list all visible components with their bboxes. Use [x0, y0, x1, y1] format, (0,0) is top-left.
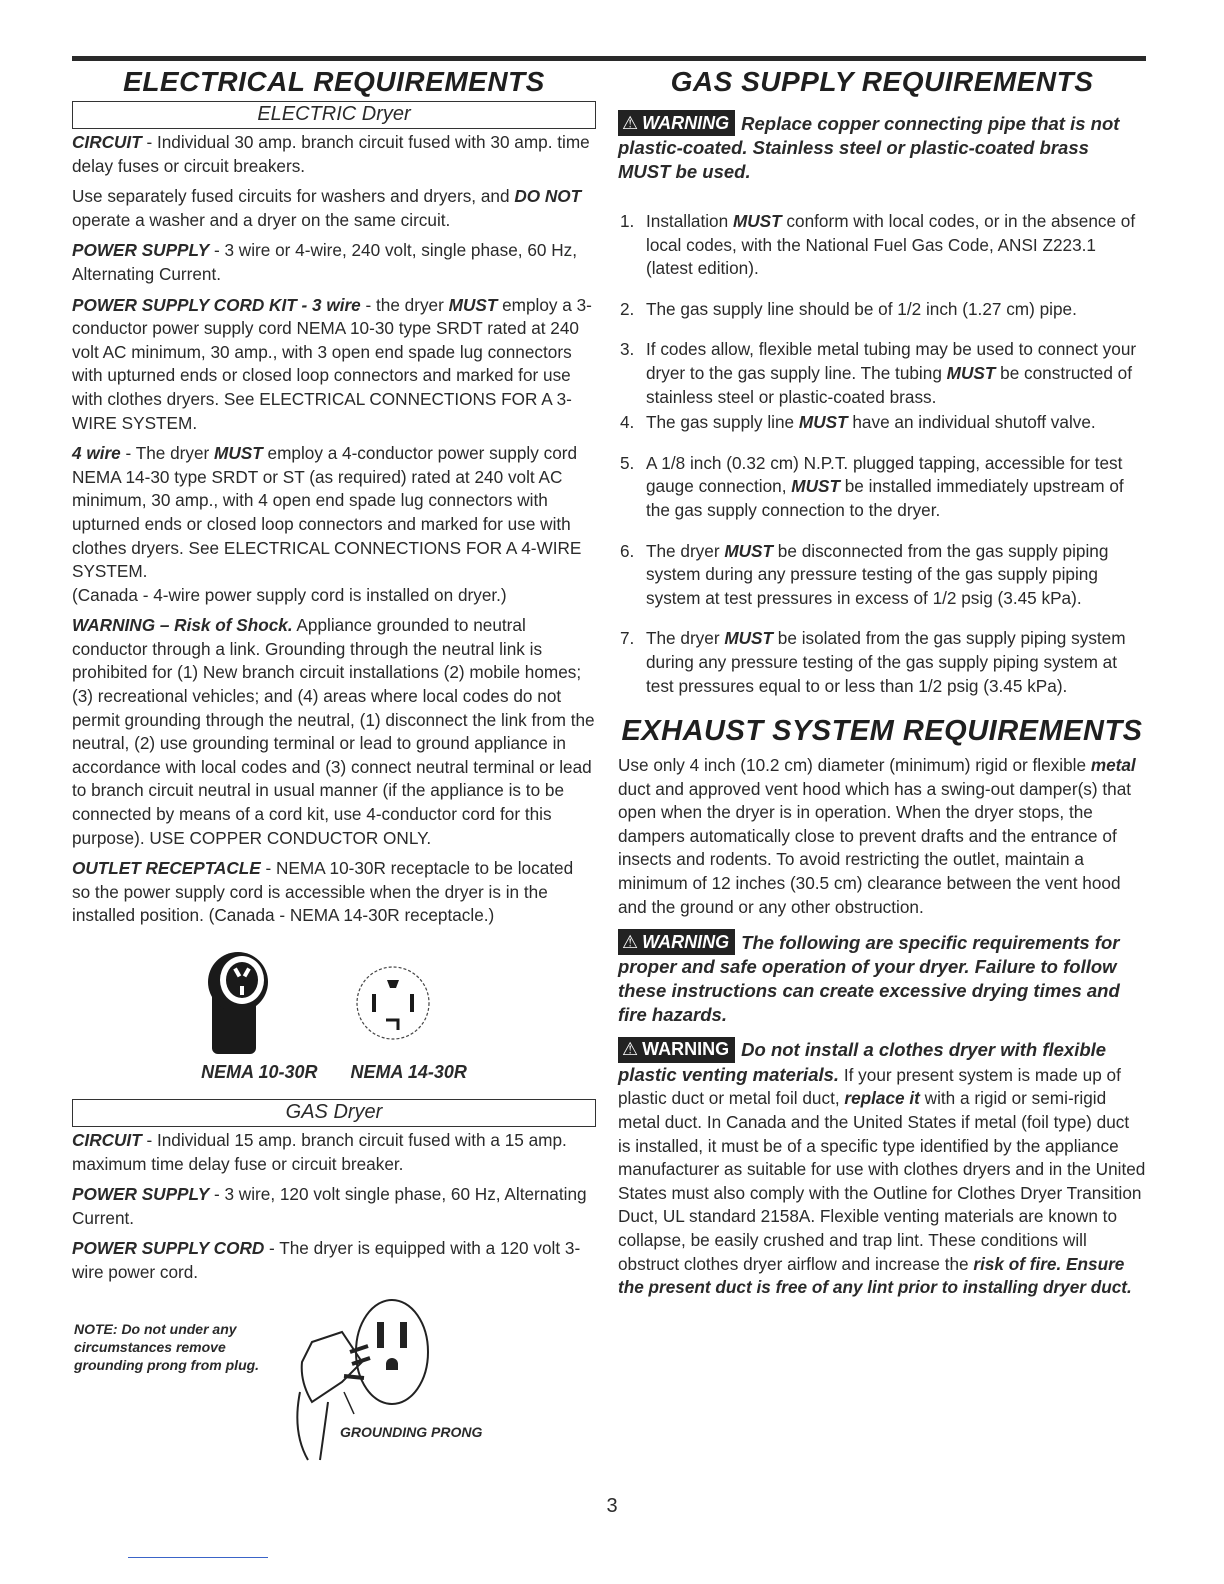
risk-of-shock-paragraph: WARNING – Risk of Shock. Appliance grounded to neutral conductor through a link. Grounding through the neutral link is prohibited for (1) New branch circuit installations (2) mobile homes; (3) recreational vehicles; and (4) areas where local codes do not permit grounding through the neutral, (1) disconnect the link from the neutral, (2) use grounding terminal or lead to ground appliance in accordance with local codes and (3) connect neutral terminal or lead to branch circuit neutral in usual manner (if the appliance is to be connected by means of a cord kit, use 4-conductor cord for this purpose). USE COPPER CONDUCTOR ONLY. [72, 615, 595, 848]
list-item: 4. The gas supply line MUST have an individual shutoff valve. [620, 412, 1096, 433]
list-item: 5. A 1/8 inch (0.32 cm) N.P.T. plugged tapping, accessible for test gauge connection, MUST be installed immediately upstream of the gas supply connection to the dryer. [620, 452, 1124, 520]
list-item: 7. The dryer MUST be isolated from the gas supply piping system during any pressure testing of the gas supply piping system at test pressures equal to or less than 1/2 psig (3.45 kPa). [620, 628, 1126, 696]
four-wire-paragraph: 4 wire - The dryer MUST employ a 4-conductor power supply cord NEMA 14-30 type SRDT or ST (as required) rated at 240 volt AC minimum, 30 amp., with 4 open end spade lug connectors with upturned ends or closed loop connectors and marked for use with clothes dryers. See ELECTRICAL CONNECTIONS FOR A 4-WIRE SYSTEM. [72, 443, 582, 582]
exhaust-heading: EXHAUST SYSTEM REQUIREMENTS [621, 715, 1143, 748]
gas-circuit-paragraph: CIRCUIT - Individual 15 amp. branch circuit fused with a 15 amp. maximum time delay fuse or circuit breaker. [72, 1130, 567, 1174]
warning-badge: ⚠ WARNING [618, 110, 735, 136]
list-item: 1. Installation MUST conform with local codes, or in the absence of local codes, with the National Fuel Gas Code, ANSI Z223.1 (latest edition). [620, 211, 1136, 279]
warning-specific-requirements: ⚠ WARNING The following are specific requirements for proper and safe operation of your dryer. Failure to follow these instructions can create excessive drying times and fire hazards. [618, 929, 1146, 1027]
nema-10-30r-icon [198, 948, 278, 1058]
grounding-note: NOTE: Do not under any circumstances remove grounding prong from plug. [74, 1320, 260, 1373]
canada-note: (Canada - 4-wire power supply cord is installed on dryer.) [72, 584, 507, 605]
figure-labels [72, 1062, 596, 1083]
warning-copper-pipe: ⚠ WARNING Replace copper connecting pipe that is not plastic-coated. Stainless steel or plastic-coated brass MUST be used. [618, 110, 1146, 184]
cord-kit-paragraph: POWER SUPPLY CORD KIT - 3 wire - the dryer MUST employ a 3-conductor power supply cord NEMA 10-30 type SRDT rated at 240 volt AC minimum, 30 amp., with 3 open end spade lug connectors with upturned ends or closed loop connectors and marked for use with clothes dryers. See ELECTRICAL CONNECTIONS FOR A 3-WIRE SYSTEM. [72, 294, 592, 433]
gas-supply-column [618, 66, 1146, 1307]
bottom-underline [128, 1557, 268, 1558]
plug-figure-area [72, 1292, 596, 1472]
gas-supply-heading: GAS SUPPLY REQUIREMENTS [670, 66, 1094, 97]
warning-triangle-icon: ⚠ [622, 932, 639, 953]
warning-plastic-venting: ⚠ WARNING Do not install a clothes dryer with flexible plastic venting materials. If your present system is made up of plastic duct or metal foil duct, replace it with a rigid or semi-rigid metal duct. In Canada and the United States if metal (foil type) duct is installed, it must be of a specific type identified by the appliance manufacturer as suitable for use with clothes dryers and in the United States must also comply with the Outline for Clothes Dryer Transition Duct, UL standard 2158A. Flexible venting materials are known to collapse, be easily crushed and trap lint. These conditions will obstruct clothes dryer airflow and increase the risk of fire. Ensure the present duct is free of any lint prior to installing dryer duct. [618, 1039, 1146, 1298]
warning-badge: ⚠ WARNING [618, 1037, 735, 1063]
electrical-requirements-column [72, 66, 596, 1472]
top-rule [72, 56, 1146, 61]
gas-power-supply-paragraph: POWER SUPPLY - 3 wire, 120 volt single phase, 60 Hz, Alternating Current. [72, 1184, 587, 1228]
outlet-receptacle-paragraph: OUTLET RECEPTACLE - NEMA 10-30R receptacle to be located so the power supply cord is accessible when the dryer is in the installed position. (Canada - NEMA 14-30R receptacle.) [72, 858, 574, 926]
warning-triangle-icon: ⚠ [622, 1039, 639, 1060]
power-supply-paragraph: POWER SUPPLY - 3 wire or 4-wire, 240 volt, single phase, 60 Hz, Alternating Current. [72, 240, 577, 284]
circuit-paragraph: CIRCUIT - Individual 30 amp. branch circuit fused with 30 amp. time delay fuses or circuit breakers. [72, 132, 590, 176]
grounding-prong-label: GROUNDING PRONG [340, 1423, 483, 1440]
warning-badge: ⚠ WARNING [618, 929, 735, 955]
receptacle-figures [72, 948, 596, 1058]
nema-14-30r-icon [348, 958, 438, 1048]
list-item: 3. If codes allow, flexible metal tubing may be used to connect your dryer to the gas supply line. The tubing MUST be constructed of stainless steel or plastic-coated brass. [620, 339, 1137, 407]
gas-dryer-box: GAS Dryer [72, 1099, 596, 1127]
electric-dryer-box: ELECTRIC Dryer [72, 101, 596, 129]
gas-requirements-list [618, 210, 1146, 698]
list-item: 6. The dryer MUST be disconnected from the gas supply piping system during any pressure testing of the gas supply piping system at test pressures in excess of 1/2 psig (3.45 kPa). [620, 540, 1109, 608]
nema-10-30r-label: NEMA 10-30R [201, 1062, 318, 1082]
exhaust-paragraph: Use only 4 inch (10.2 cm) diameter (minimum) rigid or flexible metal duct and approved vent hood which has a swing-out damper(s) that open when the dryer is in operation. When the dryer stops, the dampers automatically close to prevent drafts and the entrance of insects and rodents. To avoid restricting the outlet, maintain a minimum of 12 inches (30.5 cm) clearance between the vent hood and the ground or any other obstruction. [618, 755, 1136, 917]
nema-14-30r-label: NEMA 14-30R [350, 1062, 467, 1082]
list-item: 2. The gas supply line should be of 1/2 inch (1.27 cm) pipe. [620, 298, 1077, 319]
warning-triangle-icon: ⚠ [622, 113, 639, 133]
electrical-heading: ELECTRICAL REQUIREMENTS [123, 66, 545, 97]
page-number: 3 [606, 1495, 618, 1517]
gas-power-cord-paragraph: POWER SUPPLY CORD - The dryer is equipped with a 120 volt 3-wire power cord. [72, 1238, 581, 1282]
separate-circuits-paragraph: Use separately fused circuits for washers and dryers, and DO NOT operate a washer and a dryer on the same circuit. [72, 186, 582, 230]
